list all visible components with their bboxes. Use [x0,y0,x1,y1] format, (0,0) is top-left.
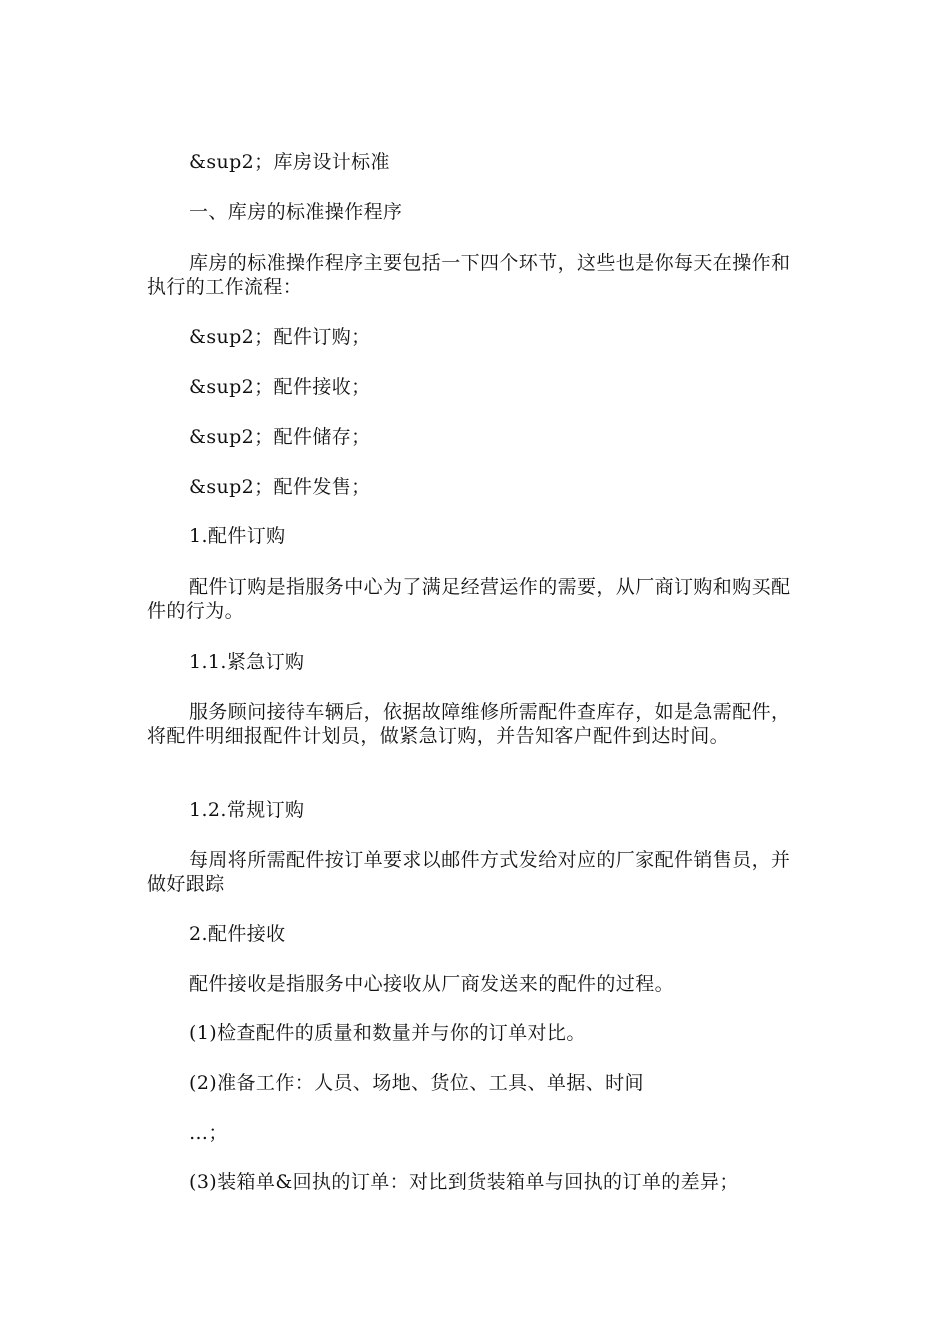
list-item: (1)检查配件的质量和数量并与你的订单对比。 [189,1022,586,1044]
bullet-item: &sup2；配件接收； [189,376,371,398]
subsection-heading: 1.配件订购 [189,525,286,547]
subsection-heading: 2.配件接收 [189,923,286,945]
bullet-item: &sup2；配件订购； [189,326,371,348]
section-heading: &sup2；库房设计标准 [189,151,390,173]
bullet-item: &sup2；配件储存； [189,426,371,448]
body-paragraph: 配件接收是指服务中心接收从厂商发送来的配件的过程。 [189,973,675,995]
body-paragraph: 配件订购是指服务中心为了满足经营运作的需要，从厂商订购和购买配件的行为。 [147,576,791,622]
chapter-heading: 一、库房的标准操作程序 [189,201,403,223]
body-paragraph: 服务顾问接待车辆后，依据故障维修所需配件查库存，如是急需配件，将配件明细报配件计划员，做紧急订购，并告知客户配件到达时间。 [147,701,791,747]
bullet-item: &sup2；配件发售； [189,476,371,498]
body-paragraph: 每周将所需配件按订单要求以邮件方式发给对应的厂家配件销售员，并做好跟踪 [147,849,791,895]
list-item-continuation: …； [189,1122,228,1144]
list-item: (2)准备工作：人员、场地、货位、工具、单据、时间 [189,1072,644,1094]
body-paragraph: 库房的标准操作程序主要包括一下四个环节，这些也是你每天在操作和执行的工作流程： [147,252,791,298]
subsection-heading: 1.1.紧急订购 [189,651,305,673]
list-item: (3)装箱单&回执的订单：对比到货装箱单与回执的订单的差异； [189,1171,739,1193]
subsection-heading: 1.2.常规订购 [189,799,305,821]
